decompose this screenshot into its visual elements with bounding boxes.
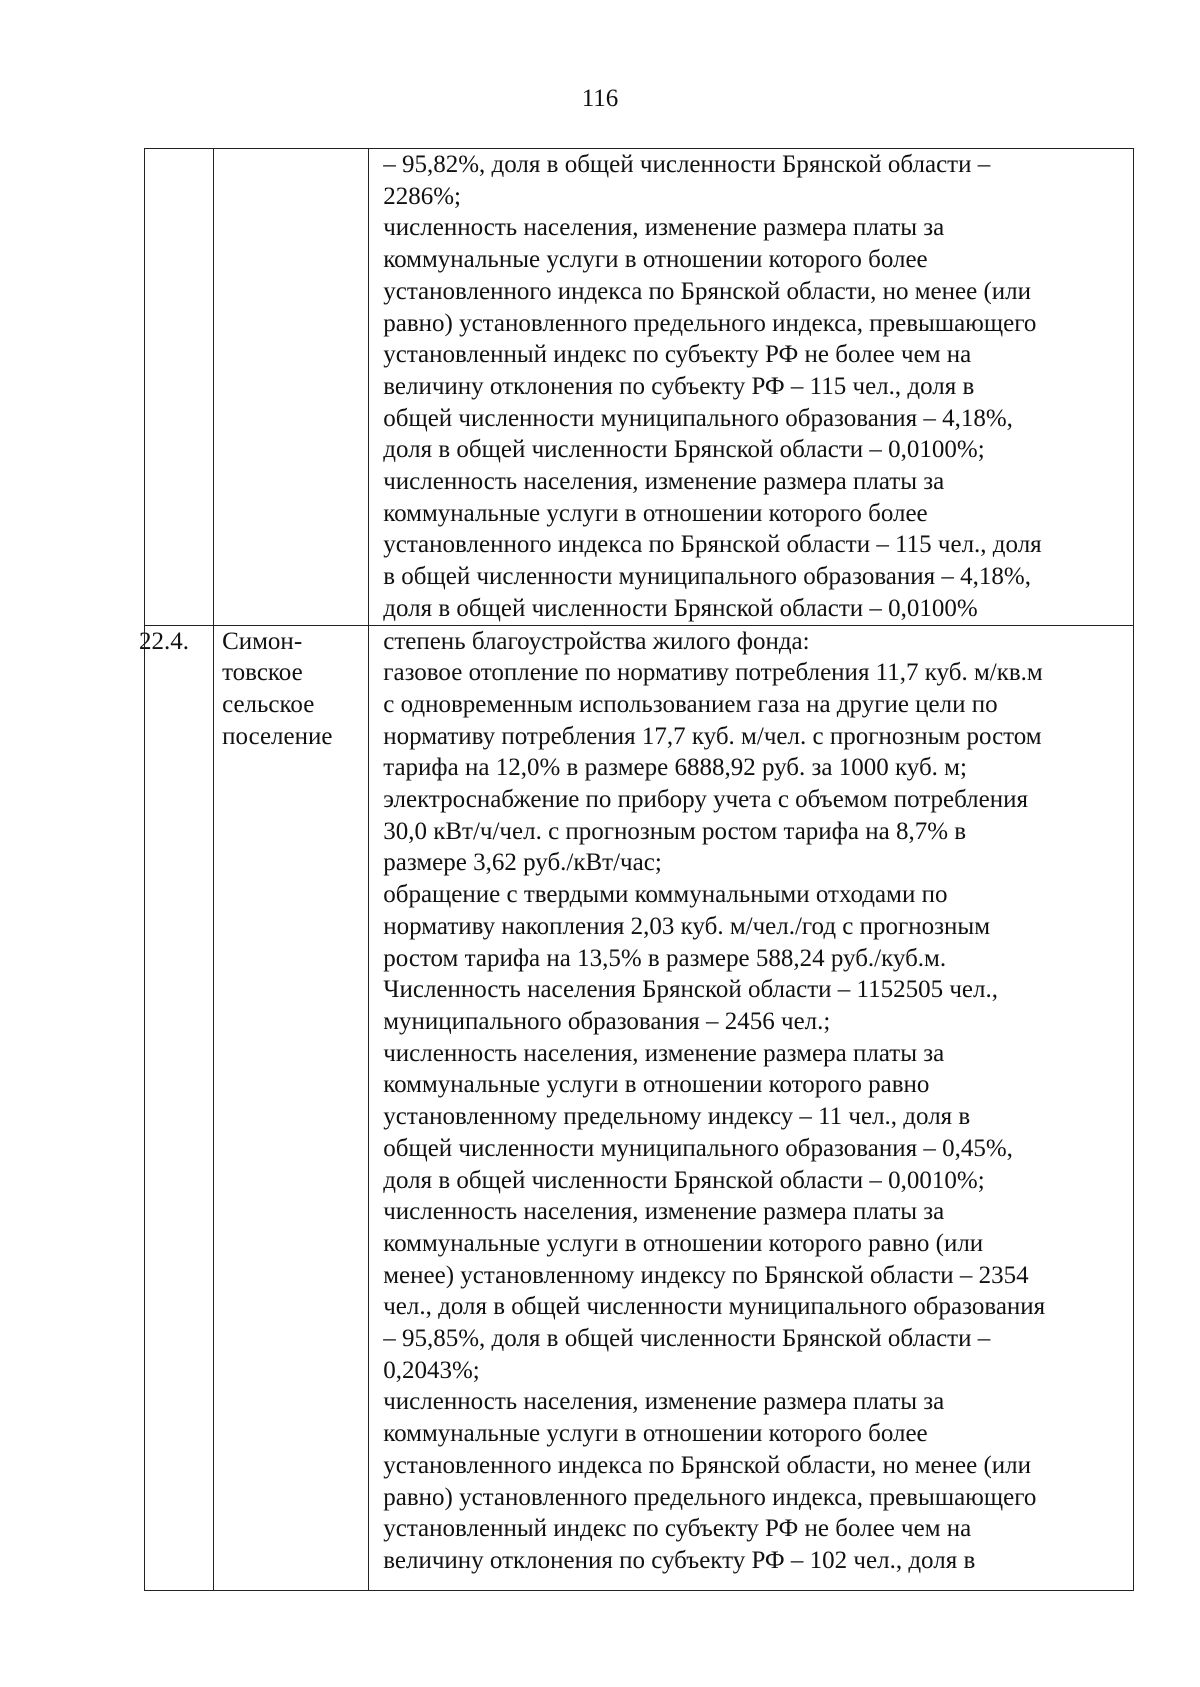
description-line: коммунальные услуги в отношении которого равно bbox=[383, 1071, 930, 1099]
description-line: степень благоустройства жилого фонда: bbox=[383, 627, 810, 655]
description-line: тарифа на 12,0% в размере 6888,92 руб. за 1000 куб. м; bbox=[383, 754, 967, 782]
description-line: установленный индекс по субъекту РФ не более чем на bbox=[383, 341, 972, 369]
description-line: численность населения, изменение размера платы за bbox=[383, 1388, 945, 1416]
description-line: численность населения, изменение размера платы за bbox=[383, 468, 945, 496]
description-line: с одновременным использованием газа на другие цели по bbox=[383, 690, 998, 718]
description-line: менее) установленному индексу по Брянской области – 2354 bbox=[383, 1261, 1029, 1289]
description-line: нормативу потребления 17,7 куб. м/чел. с прогнозным ростом bbox=[383, 722, 1042, 750]
description-line: доля в общей численности Брянской области – 0,0100% bbox=[383, 594, 978, 622]
description-line: размере 3,62 руб./кВт/час; bbox=[383, 849, 662, 877]
description-cell bbox=[369, 149, 1134, 626]
description-cell bbox=[369, 625, 1134, 1590]
description-line: нормативу накопления 2,03 куб. м/чел./год с прогнозным bbox=[383, 912, 991, 940]
table-row-simontovskoe bbox=[145, 625, 1134, 1590]
table-row-continuation bbox=[145, 149, 1134, 626]
description-line: 30,0 кВт/ч/чел. с прогнозным ростом тарифа на 8,7% в bbox=[383, 817, 967, 845]
description-line: 0,2043%; bbox=[383, 1356, 480, 1384]
description-line: – 95,85%, доля в общей численности Брянской области – bbox=[383, 1325, 991, 1353]
description-line: электроснабжение по прибору учета с объемом потребления bbox=[383, 786, 1029, 814]
description-line: коммунальные услуги в отношении которого более bbox=[383, 1420, 928, 1448]
description-line: величину отклонения по субъекту РФ – 115 чел., доля в bbox=[383, 372, 975, 400]
description-line: доля в общей численности Брянской области – 0,0100%; bbox=[383, 436, 985, 464]
description-line: ростом тарифа на 13,5% в размере 588,24 руб./куб.м. bbox=[383, 944, 947, 972]
description-line: численность населения, изменение размера платы за bbox=[383, 1039, 945, 1067]
data-table bbox=[139, 148, 1134, 1591]
description-line: общей численности муниципального образования – 0,45%, bbox=[383, 1134, 1013, 1162]
description-line: в общей численности муниципального образования – 4,18%, bbox=[383, 563, 1031, 591]
description-line: газовое отопление по нормативу потребления 11,7 куб. м/кв.м bbox=[383, 659, 1043, 687]
description-line: чел., доля в общей численности муниципального образования bbox=[383, 1293, 1046, 1321]
municipality-name-line: поселение bbox=[222, 722, 333, 750]
row-number-cell bbox=[145, 149, 214, 626]
description-line: общей численности муниципального образования – 4,18%, bbox=[383, 404, 1013, 432]
page-number: 116 bbox=[581, 85, 619, 112]
description-line: коммунальные услуги в отношении которого равно (или bbox=[383, 1229, 984, 1257]
municipality-name-line: Симон- bbox=[222, 627, 303, 655]
municipality-name-line: сельское bbox=[222, 690, 315, 718]
description-line: – 95,82%, доля в общей численности Брянской области – bbox=[383, 151, 991, 178]
description-line: Численность населения Брянской области – 1152505 чел., bbox=[383, 976, 998, 1004]
municipality-name-cell bbox=[214, 625, 369, 1590]
row-number-cell: 22.4. bbox=[145, 625, 214, 1590]
description-line: численность населения, изменение размера платы за bbox=[383, 1198, 945, 1226]
description-line: величину отклонения по субъекту РФ – 102 чел., доля в bbox=[383, 1546, 976, 1574]
description-line: установленный индекс по субъекту РФ не более чем на bbox=[383, 1515, 972, 1543]
description-line: установленного индекса по Брянской области, но менее (или bbox=[383, 277, 1032, 305]
description-line: коммунальные услуги в отношении которого более bbox=[383, 246, 928, 274]
description-line: равно) установленного предельного индекса, превышающего bbox=[383, 1483, 1037, 1511]
description-line: муниципального образования – 2456 чел.; bbox=[383, 1007, 831, 1035]
municipality-name-line: товское bbox=[222, 659, 303, 687]
description-line: численность населения, изменение размера платы за bbox=[383, 214, 945, 242]
description-line: обращение с твердыми коммунальными отходами по bbox=[383, 881, 948, 909]
description-line: коммунальные услуги в отношении которого более bbox=[383, 499, 928, 527]
description-line: 2286%; bbox=[383, 182, 461, 210]
description-line: равно) установленного предельного индекса, превышающего bbox=[383, 309, 1037, 337]
municipality-name-cell bbox=[214, 149, 369, 626]
description-line: доля в общей численности Брянской области – 0,0010%; bbox=[383, 1166, 985, 1194]
description-line: установленного индекса по Брянской области, но менее (или bbox=[383, 1451, 1032, 1479]
description-line: установленному предельному индексу – 11 чел., доля в bbox=[383, 1103, 971, 1131]
description-line: установленного индекса по Брянской области – 115 чел., доля bbox=[383, 531, 1042, 559]
